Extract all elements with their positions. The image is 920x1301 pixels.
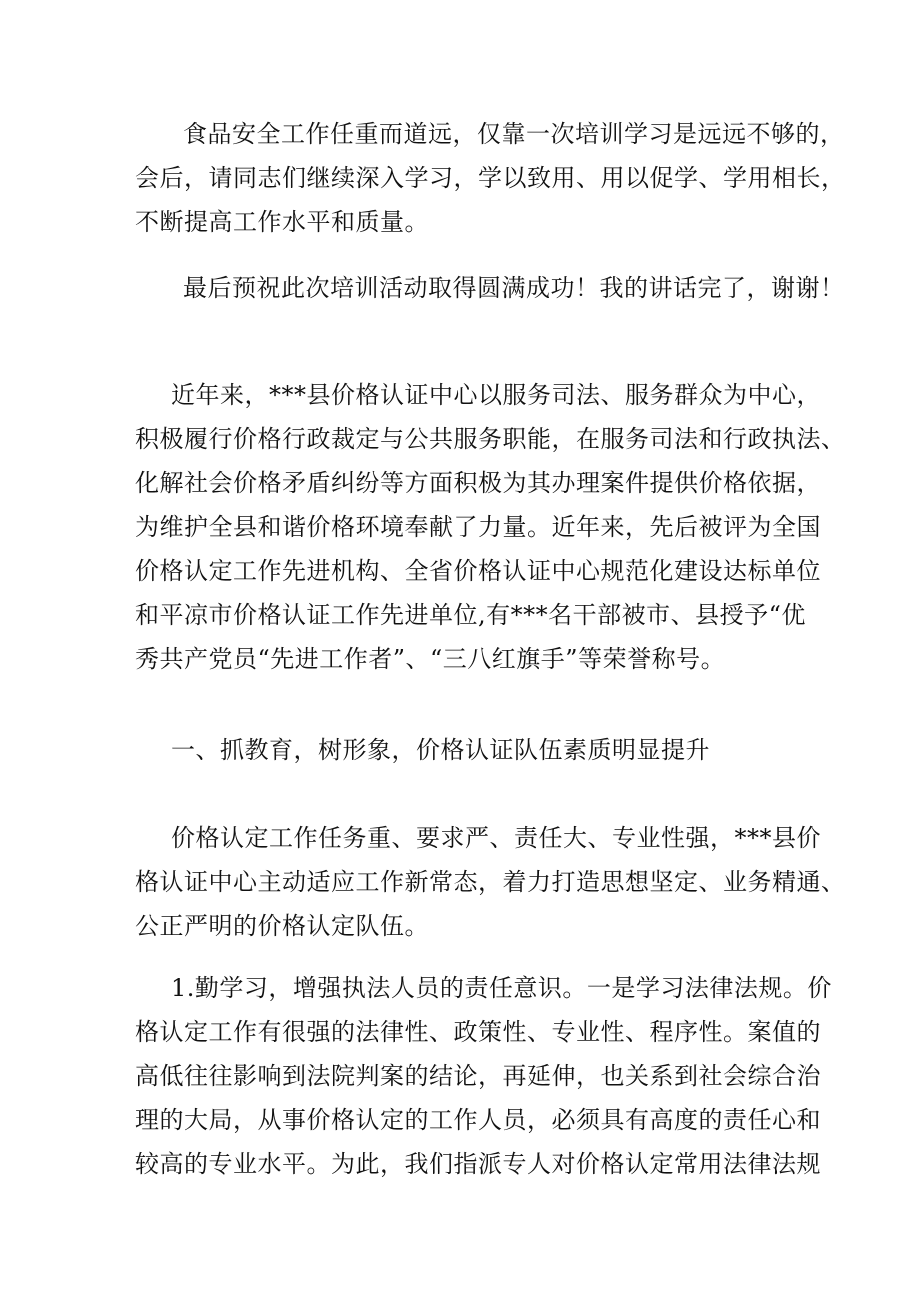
text-line: 高低往往影响到法院判案的结论，再延伸，也关系到社会综合治 xyxy=(135,1062,821,1090)
text-line: 会后，请同志们继续深入学习，学以致用、用以促学、学用相长， xyxy=(135,164,846,192)
text-line: 和平凉市价格认证工作先进单位,有***名干部被市、县授予“优 xyxy=(135,601,806,629)
paragraph-study-item-1 xyxy=(135,966,832,1186)
text-line: 积极履行价格行政裁定与公共服务职能，在服务司法和行政执法、 xyxy=(135,425,846,453)
paragraph-thanks xyxy=(135,266,845,310)
text-line: 公正严明的价格认定队伍。 xyxy=(135,912,429,940)
text-line: 1.勤学习，增强执法人员的责任意识。一是学习法律法规。价 xyxy=(171,974,832,1002)
text-line: 秀共产党员“先进工作者”、“三八红旗手”等荣誉称号。 xyxy=(135,645,726,673)
text-line: 不断提高工作水平和质量。 xyxy=(135,208,429,236)
text-line: 格认定工作有很强的法律性、政策性、专业性、程序性。案值的 xyxy=(135,1018,821,1046)
heading-text: 一、抓教育，树形象，价格认证队伍素质明显提升 xyxy=(171,736,710,764)
paragraph-closing-remarks xyxy=(135,112,846,244)
text-line: 近年来，***县价格认证中心以服务司法、服务群众为中心， xyxy=(171,381,821,409)
text-line: 价格认定工作先进机构、全省价格认证中心规范化建设达标单位 xyxy=(135,557,821,585)
text-line: 最后预祝此次培训活动取得圆满成功！我的讲话完了，谢谢！ xyxy=(183,274,845,302)
text-line: 为维护全县和谐价格环境奉献了力量。近年来，先后被评为全国 xyxy=(135,513,821,541)
text-line: 化解社会价格矛盾纠纷等方面积极为其办理案件提供价格依据， xyxy=(135,469,821,497)
text-line: 食品安全工作任重而道远，仅靠一次培训学习是远远不够的， xyxy=(183,120,845,148)
text-line: 较高的专业水平。为此，我们指派专人对价格认定常用法律法规 xyxy=(135,1150,821,1178)
text-line: 格认证中心主动适应工作新常态，着力打造思想坚定、业务精通、 xyxy=(135,868,846,896)
paragraph-team-quality xyxy=(135,816,846,948)
paragraph-introduction xyxy=(135,373,846,681)
text-line: 价格认定工作任务重、要求严、责任大、专业性强，***县价 xyxy=(171,824,821,852)
section-heading xyxy=(135,728,795,772)
text-line: 理的大局，从事价格认定的工作人员，必须具有高度的责任心和 xyxy=(135,1106,821,1134)
